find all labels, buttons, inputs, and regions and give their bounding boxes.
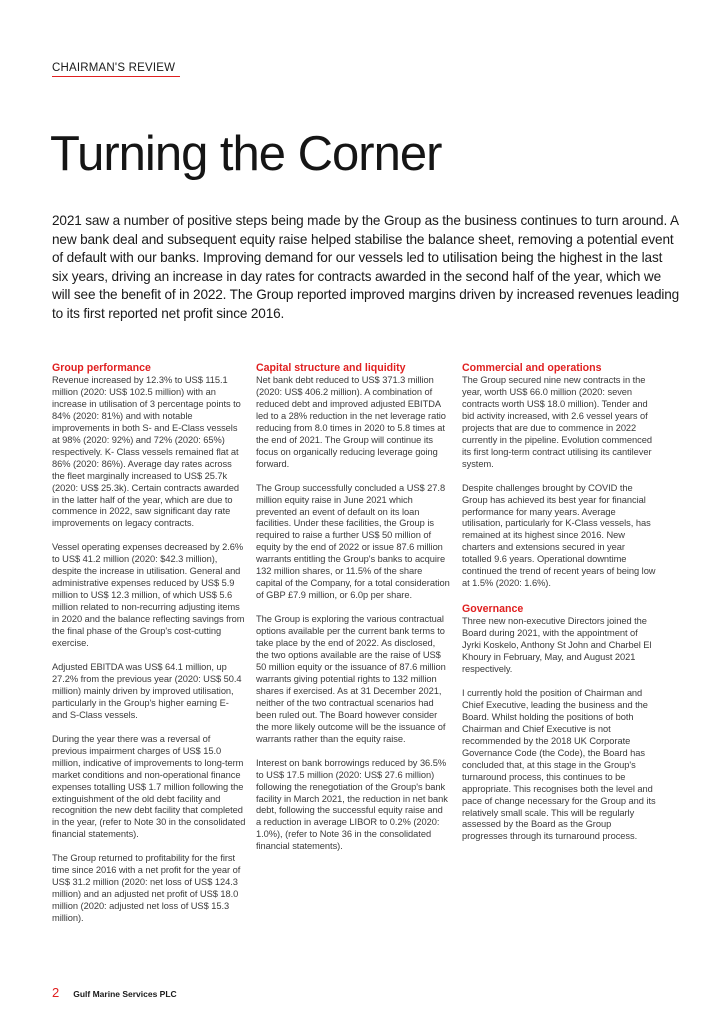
heading-group-performance: Group performance <box>52 362 151 374</box>
body-paragraph: Revenue increased by 12.3% to US$ 115.1 million (2020: US$ 102.5 million) with an increase in utilisation of 3 percentage points to 84% (2020: 81%) and with notable improvements in both S- and E-Class vessels at 98% (2020: 92%) and 72% (2020: 65%) respectively. K- Class vessels remained flat at 86% (2020: 86%). Average day rates across the fleet marginally increased to US$ 25.7k (2020: US$ 25.3k). Certain contracts awarded in the latter half of the year, which are due to commence in 2022, saw significant day rate improvements on legacy contracts. <box>52 375 241 529</box>
body-paragraph: Adjusted EBITDA was US$ 64.1 million, up 27.2% from the previous year (2020: US$ 50.4 million) mainly driven by improved utilisation, particularly in the Group's higher earning E- and S-Class vessels. <box>52 661 242 720</box>
intro-paragraph: 2021 saw a number of positive steps being made by the Group as the business continues to turn around. A new bank deal and subsequent equity raise helped stabilise the balance sheet, removing a potential event of default with our banks. Improving demand for our vessels led to utilisation being the highest in the last six years, driving an increase in day rates for contracts awarded in the second half of the year, which we will see the benefit of in 2022. The Group reported improved margins driven by increased revenues leading to its first reported net profit since 2016. <box>52 213 680 321</box>
body-paragraph: The Group is exploring the various contractual options available per the current bank terms to take place by the end of 2022. As disclosed, the two options available are the raise of US$ 50 million equity or the issuance of 87.6 million warrants giving potential rights to 132 million shares if exercised. As at 31 December 2021, neither of the two contractual scenarios had been ruled out. The Board however consider the more likely outcome will be the issuance of warrants rather than the equity raise. <box>256 614 446 744</box>
body-paragraph: The Group successfully concluded a US$ 27.8 million equity raise in June 2021 which prevented an event of default on its loan facilities. Under these facilities, the Group is required to raise a further US$ 50 million of equity by the end of 2022 or issue 87.6 million warrants entitling the Group's banks to acquire 132 million shares, or 11.5% of the share capital of the Company, for a total consideration of GBP £7.9 million, or 6.0p per share. <box>256 482 450 601</box>
section-label: CHAIRMAN'S REVIEW <box>52 62 180 77</box>
page-number: 2 <box>52 985 60 1000</box>
body-paragraph: Three new non-executive Directors joined the Board during 2021, with the appointment of Jyrki Koskelo, Anthony St John and Charbel El Khoury in February, May, and August 2021 respectively. <box>462 616 652 675</box>
body-paragraph: Vessel operating expenses decreased by 2.6% to US$ 41.2 million (2020: $42.3 million), despite the increase in utilisation. General and administrative expenses reduced by US$ 5.9 million to US$ 12.3 million, of which US$ 5.6 million related to non-recurring adjusting items in 2020 and the balance reflecting savings from the final phase of the Group's cost-cutting exercise. <box>52 542 245 649</box>
heading-capital-structure: Capital structure and liquidity <box>256 362 406 374</box>
column-group-performance <box>52 361 246 937</box>
body-paragraph: Interest on bank borrowings reduced by 36.5% to US$ 17.5 million (2020: US$ 27.6 million) following the renegotiation of the Group's bank facility in March 2021, the reduction in net bank debt, following the successful equity raise and a reduction in average LIBOR to 0.2% (2020: 1.0%), (refer to Note 36 in the consolidated financial statements). <box>256 757 448 852</box>
heading-governance: Governance <box>462 603 524 616</box>
company-name: Gulf Marine Services PLC <box>73 989 177 999</box>
body-paragraph: I currently hold the position of Chairman and Chief Executive, leading the business and the Board. Whilst holding the positions of both Chairman and Chief Executive is not recommended by the 2018 UK Corporate Governance Code (the Code), the Board has concluded that, at this stage in the Group's turnaround process, this continues to be appropriate. This recognises both the level and pace of change necessary for the Group and its relatively small scale. This will be regularly assessed by the Board as the Group progresses through its turnaround process. <box>462 687 656 842</box>
page-title: Turning the Corner <box>50 127 442 181</box>
column-commercial-governance <box>462 361 656 855</box>
body-paragraph: Despite challenges brought by COVID the Group has achieved its best year for financial performance for many years. Average utilisation, particularly for K-Class vessels, has remained at its highest since 2016. New charters and extensions secured in year totalled 9.6 years. Operational downtime continued the trend of recent years of being low at 1.5% (2020: 1.6%). <box>462 482 656 589</box>
body-paragraph: The Group secured nine new contracts in the year, worth US$ 66.0 million (2020: seven contracts worth US$ 18.0 million). Tender and bid activity increased, with 2.6 vessel years of projects that are due to commence in 2022 currently in the pipeline. Evolution commenced its first long-term contract utilising its cantilever system. <box>462 375 652 469</box>
page-footer <box>52 985 177 1000</box>
body-paragraph: During the year there was a reversal of previous impairment charges of US$ 15.0 million, indicative of improvements to long-term market conditions and non-operational finance expenses totalling US$ 1.7 million following the extinguishment of the old debt facility and recognition the new debt facility that completed in the year, (refer to Note 30 in the consolidated financial statements). <box>52 733 246 840</box>
body-paragraph: Net bank debt reduced to US$ 371.3 million (2020: US$ 406.2 million). A combination of reduced debt and improved adjusted EBITDA led to a 28% reduction in the net leverage ratio reducing from 8.0 times in 2020 to 5.8 times at the end of 2021. The Group will continue its focus on organically reducing leverage going forward. <box>256 375 446 469</box>
heading-commercial-operations: Commercial and operations <box>462 362 602 374</box>
body-paragraph: The Group returned to profitability for the first time since 2016 with a net profit for the year of US$ 31.2 million (2020: net loss of US$ 124.3 million) and an adjusted net profit of US$ 18.0 million (2020: adjusted net loss of US$ 15.3 million). <box>52 853 241 924</box>
column-capital-structure <box>256 361 450 865</box>
